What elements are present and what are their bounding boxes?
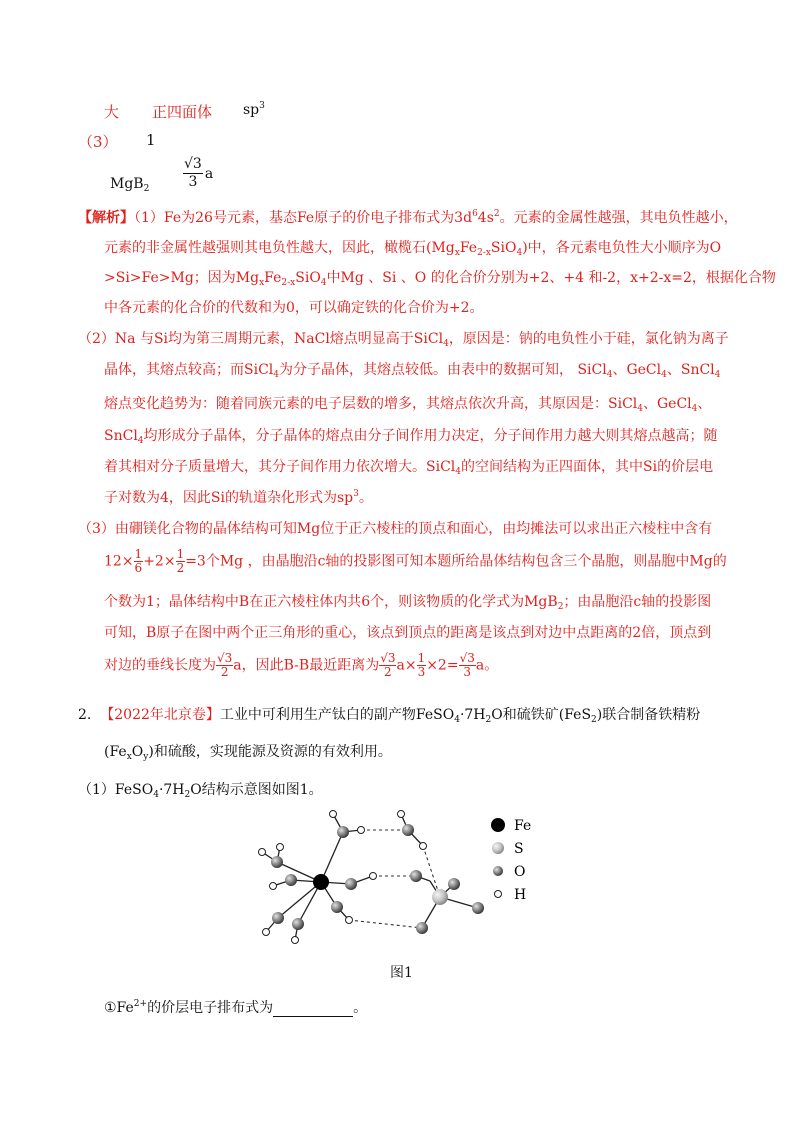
answer-sp3 <box>243 101 265 118</box>
analysis-p2-line1 <box>78 328 729 349</box>
part3-value: 1 <box>146 131 156 149</box>
text: 中Mg 、Si 、O 的化合价分别为+2、+4 和-2，x+2-x=2，根据化合物 <box>326 270 776 286</box>
sub: 2 <box>557 602 564 612</box>
frac-num: √3 <box>217 651 233 665</box>
text: SnCl <box>104 428 138 444</box>
frac-num: √3 <box>380 651 396 665</box>
fraction-sqrt3-3 <box>459 652 476 679</box>
frac-a: a <box>204 166 214 182</box>
text: ×2= <box>426 657 459 674</box>
text: 4s <box>477 210 494 226</box>
text: Fe <box>459 240 478 256</box>
analysis-p3-line2 <box>104 548 727 575</box>
fraction-1-6 <box>134 548 144 575</box>
answer-da: 大 <box>104 103 120 121</box>
frac-num: 1 <box>417 651 426 665</box>
frac-den: 6 <box>134 561 143 575</box>
analysis-p2-line6 <box>104 487 373 507</box>
sup: 2+ <box>133 999 148 1009</box>
analysis-tag: 【解析】 <box>78 210 134 226</box>
text: O和硫铁矿(FeS <box>491 707 592 723</box>
legend-o-label: O <box>514 864 526 880</box>
sub: y <box>143 752 149 762</box>
sub: x <box>126 752 132 762</box>
text: Fe <box>264 270 282 286</box>
fraction-1-3 <box>417 652 427 679</box>
text: 个数为1；晶体结构中B在正六棱柱体内共6个，则该物质的化学式为MgB <box>104 594 558 610</box>
frac-num: √3 <box>459 651 475 665</box>
answer-mgb2 <box>110 176 149 194</box>
text: 。 <box>358 490 373 506</box>
text: 12× <box>104 553 134 570</box>
sub: 4 <box>137 436 144 446</box>
text: 为分子晶体，其熔点较低。由表中的数据可知， SiCl <box>279 362 607 378</box>
text: 、GeCl <box>643 396 692 412</box>
oxygen-atoms <box>271 824 484 934</box>
sub: 4 <box>691 404 698 414</box>
text: )中，各元素电负性大小顺序为O <box>522 240 722 256</box>
analysis-p1-line3 <box>104 267 776 288</box>
answer-shape: 正四面体 <box>152 103 213 121</box>
sub: 4 <box>661 370 667 380</box>
sp3-sup: 3 <box>259 101 265 111</box>
analysis-p3-line4: 可知，B原子在图中两个正三角形的重心，该点到顶点的距离是该点到对边中点距离的2倍，顶点到 <box>104 625 712 641</box>
question2-sub1 <box>78 779 323 800</box>
sub: 4 <box>153 790 159 800</box>
frac-den: 3 <box>463 665 472 679</box>
text: 子对数为4，因此Si的轨道杂化形式为sp <box>104 490 354 506</box>
text: SiO <box>490 240 517 256</box>
text: 的价层电子排布式为 <box>147 1000 274 1016</box>
analysis-p2-line2 <box>104 359 720 380</box>
sub: 4 <box>606 370 613 380</box>
answer-sqrt-fraction <box>183 156 213 191</box>
text: ·7H <box>459 707 486 723</box>
text: 。元素的金属性越强，其电负性越小， <box>499 210 738 226</box>
text: ；由晶胞沿c轴的投影图 <box>563 594 712 610</box>
text: ，原因是：钠的电负性小于硅，氯化钠为离子 <box>448 331 729 347</box>
analysis-p3-line5 <box>104 652 498 679</box>
answer-blank[interactable] <box>273 1002 353 1017</box>
text: O结构示意图如图1。 <box>190 782 323 798</box>
sub: x <box>454 248 460 258</box>
mgb2-base: MgB <box>110 176 144 192</box>
text: 元素的非金属性越强则其电负性越大，因此，橄榄石(Mg <box>104 240 455 256</box>
text: 、GeCl <box>612 362 662 378</box>
legend-h-label: H <box>514 887 527 903</box>
text: 、SnCl <box>666 362 715 378</box>
fraction-sqrt3-2 <box>216 652 233 679</box>
text: （1）Fe为26号元素，基态Fe原子的价电子排布式为3d <box>134 210 473 226</box>
text: SiO <box>295 270 321 286</box>
text: 着其相对分子质量增大，其分子间作用力依次增大。SiCl <box>104 459 456 475</box>
frac-den: 2 <box>220 665 229 679</box>
text: )联合制备铁精粉 <box>596 707 701 723</box>
text: a，因此B-B最近距离为 <box>233 657 380 674</box>
frac-den: 2 <box>384 665 392 679</box>
sp3-base: sp <box>243 102 260 118</box>
analysis-p3-line3 <box>104 591 711 612</box>
text: (Fe <box>104 744 127 760</box>
sub: 2-x <box>281 278 296 288</box>
text: 。 <box>353 1000 368 1016</box>
sub: 4 <box>454 715 460 725</box>
legend-s-label: S <box>514 841 524 857</box>
text: >Si>Fe>Mg；因为Mg <box>104 270 260 286</box>
analysis-p1-line2 <box>104 237 721 258</box>
question-source: 【2022年北京卷】 <box>100 707 220 723</box>
frac-den: 2 <box>176 561 185 575</box>
question2-line2 <box>104 741 392 762</box>
sub: 4 <box>637 404 643 414</box>
question-number: 2. <box>78 707 92 723</box>
text: （1）FeSO <box>78 782 154 798</box>
frac-num: √3 <box>184 156 202 172</box>
legend <box>491 818 531 903</box>
text: 晶体，其熔点较高；而SiCl <box>104 362 274 378</box>
sub: 2 <box>184 790 191 800</box>
analysis-p3-line1: （3）由硼镁化合物的晶体结构可知Mg位于正六棱柱的顶点和面心，由均摊法可以求出正六棱柱中含有 <box>78 521 713 537</box>
legend-o-icon <box>493 866 503 876</box>
text: 熔点变化趋势为：随着同族元素的电子层数的增多，其熔点依次升高，其原因是：SiCl <box>104 396 638 412</box>
legend-s-icon <box>492 842 504 854</box>
text: （2）Na 与Si均为第三周期元素，NaCl熔点明显高于SiCl <box>78 331 444 347</box>
sub: 2-x <box>477 248 491 258</box>
text: ①Fe <box>104 1000 134 1016</box>
sub: 4 <box>455 467 461 477</box>
mgb2-sub: 2 <box>143 184 150 194</box>
question2-line1 <box>78 704 700 725</box>
sub: x <box>259 278 265 288</box>
fesO4-structure-figure <box>240 800 560 980</box>
analysis-p2-line3 <box>104 393 711 414</box>
text: a。 <box>475 657 499 674</box>
text: a× <box>396 657 417 674</box>
iron-atom <box>313 874 329 890</box>
text: 的空间结构为正四面体，其中Si的价层电 <box>461 459 714 475</box>
figure-caption: 图1 <box>390 965 413 981</box>
fraction-sqrt3-2b <box>379 652 396 679</box>
sub: 4 <box>320 278 327 288</box>
sup: 6 <box>472 209 478 219</box>
text: =3个Mg ，由晶胞沿c轴的投影图可知本题所给晶体结构包含三个晶胞，则晶胞中Mg的 <box>185 553 727 570</box>
legend-h-icon <box>495 891 502 898</box>
sulfur-atom <box>432 889 448 905</box>
text: 、 <box>697 396 712 412</box>
frac-den: 3 <box>417 665 426 679</box>
analysis-p2-line5 <box>104 456 713 477</box>
text: ·7H <box>158 782 185 798</box>
question2-q1 <box>104 997 367 1017</box>
sub: 4 <box>273 370 279 380</box>
sub: 4 <box>516 248 523 258</box>
sub: 4 <box>443 339 449 349</box>
text: 对边的垂线长度为 <box>104 657 216 674</box>
text: )和硫酸，实现能源及资源的有效利用。 <box>148 744 392 760</box>
analysis-p1-line4: 中各元素的化合价的代数和为0，可以确定铁的化合价为+2。 <box>104 300 484 316</box>
text: 均形成分子晶体，分子晶体的熔点由分子间作用力决定，分子间作用力越大则其熔点越高；随 <box>143 428 718 444</box>
analysis-p2-line4 <box>104 425 718 446</box>
text: +2× <box>143 553 176 570</box>
legend-fe-label: Fe <box>514 818 532 834</box>
analysis-p1-line1 <box>78 207 738 227</box>
sup: 3 <box>353 489 359 499</box>
frac-num: 1 <box>176 547 185 561</box>
legend-fe-icon <box>491 818 505 832</box>
text: O <box>131 744 144 760</box>
fraction-1-2 <box>176 548 186 575</box>
frac-den: 3 <box>188 174 198 190</box>
part3-label: （3） <box>78 133 118 151</box>
sub: 2 <box>591 715 597 725</box>
sub: 2 <box>485 715 492 725</box>
text: 工业中可利用生产钛白的副产物FeSO <box>219 707 455 723</box>
sub: 4 <box>714 370 721 380</box>
frac-num: 1 <box>134 547 143 561</box>
sup: 2 <box>493 209 500 219</box>
